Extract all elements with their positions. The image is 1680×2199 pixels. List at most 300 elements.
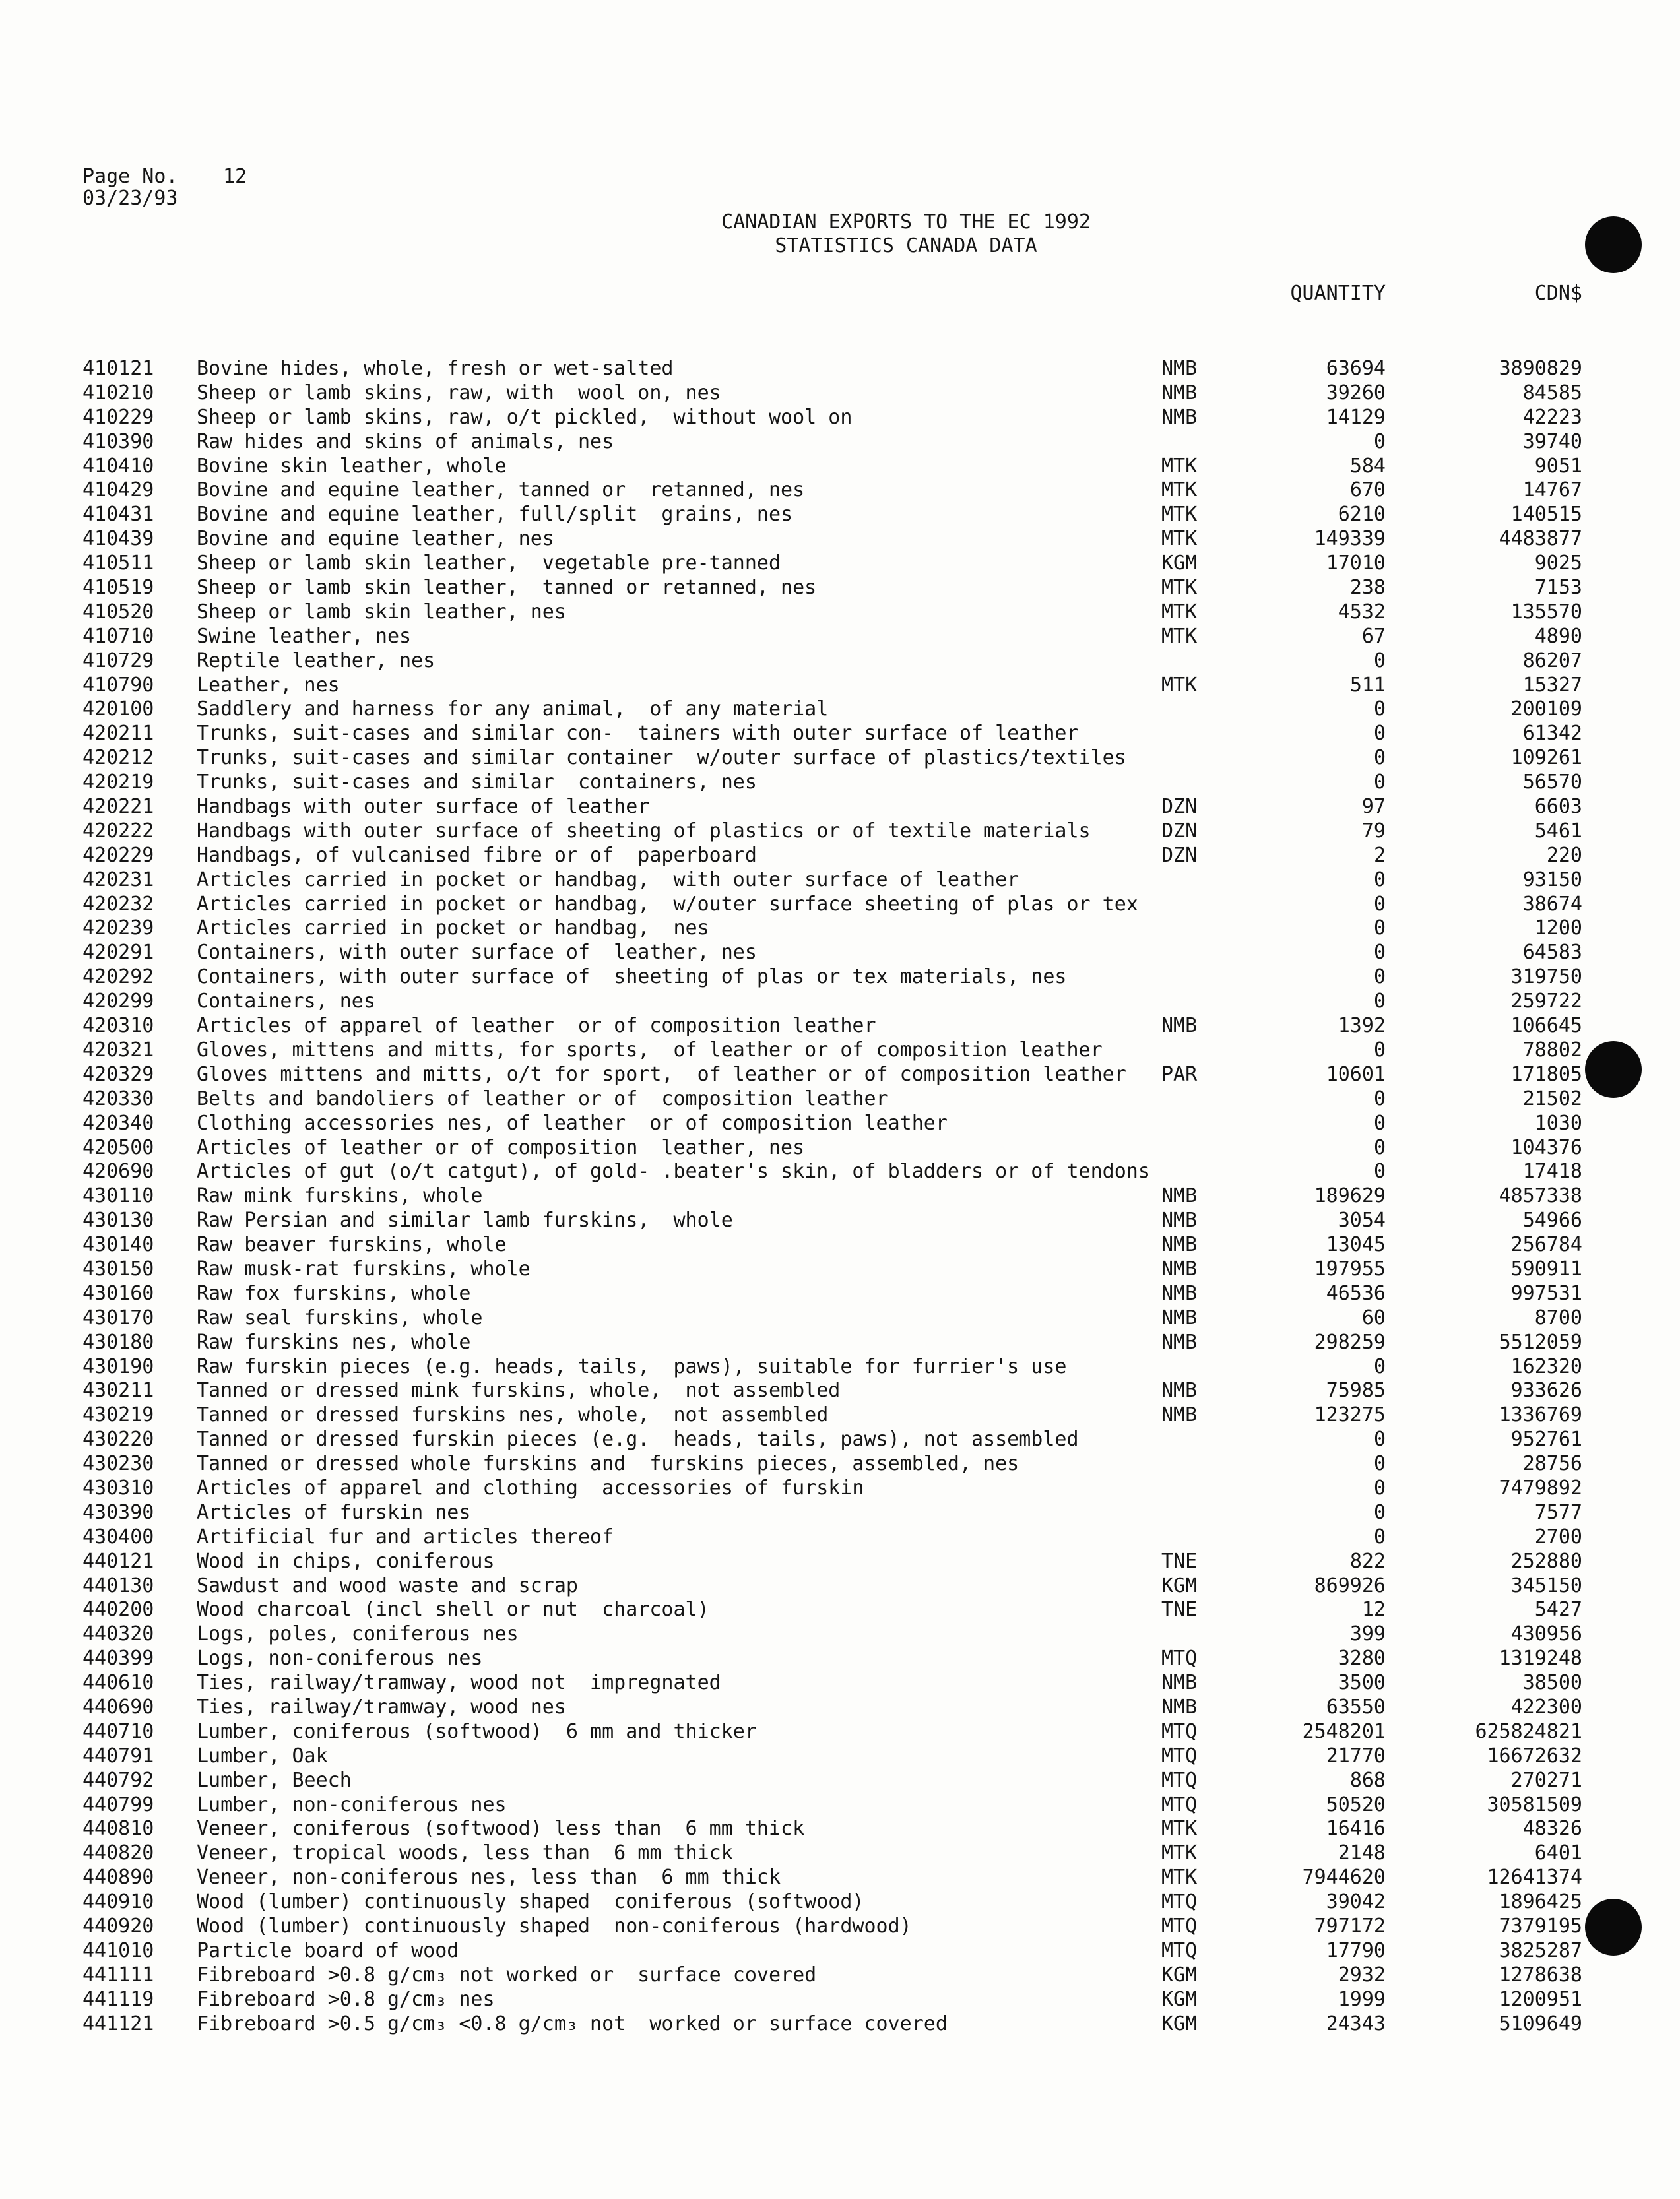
unit-of-measure: MTQ	[1161, 1938, 1198, 1962]
cdn-value: 430956	[1510, 1622, 1582, 1646]
commodity-description: Ties, railway/tramway, wood not impregnated	[197, 1671, 721, 1695]
unit-of-measure: KGM	[1161, 1574, 1198, 1597]
cdn-value: 5512059	[1499, 1330, 1582, 1354]
quantity-value: 16416	[1326, 1817, 1386, 1841]
quantity-value: 0	[1373, 746, 1386, 770]
quantity-value: 123275	[1314, 1403, 1386, 1427]
table-row	[0, 1769, 1680, 1793]
unit-of-measure: NMB	[1161, 1330, 1198, 1354]
cdn-value: 4857338	[1499, 1184, 1582, 1208]
commodity-code: 430219	[82, 1403, 154, 1427]
table-row	[0, 1622, 1680, 1647]
table-row	[0, 1282, 1680, 1306]
unit-of-measure: MTK	[1161, 503, 1198, 526]
quantity-value: 584	[1349, 454, 1386, 478]
commodity-description: Lumber, coniferous (softwood) 6 mm and thicker	[197, 1719, 757, 1743]
commodity-code: 440121	[82, 1549, 154, 1573]
quantity-value: 238	[1349, 576, 1386, 600]
table-row	[0, 1379, 1680, 1403]
commodity-code: 430150	[82, 1257, 154, 1281]
commodity-description: Fibreboard >0.8 g/cm₃ not worked or surface covered	[197, 1963, 817, 1987]
table-row	[0, 1696, 1680, 1720]
cdn-value: 952761	[1510, 1428, 1582, 1451]
cdn-value: 61342	[1522, 722, 1582, 746]
page-number: 12	[223, 165, 247, 188]
cdn-value: 12641374	[1487, 1866, 1582, 1890]
quantity-value: 0	[1373, 1525, 1386, 1548]
commodity-code: 420340	[82, 1111, 154, 1135]
commodity-description: Particle board of wood	[197, 1938, 459, 1962]
commodity-description: Articles of apparel of leather or of composition leather	[197, 1014, 876, 1038]
commodity-description: Fibreboard >0.8 g/cm₃ nes	[197, 1987, 495, 2011]
commodity-code: 410121	[82, 357, 154, 380]
cdn-value: 16672632	[1487, 1744, 1582, 1768]
cdn-value: 7577	[1534, 1500, 1582, 1524]
quantity-value: 868	[1349, 1768, 1386, 1792]
table-row	[0, 503, 1680, 527]
quantity-value: 0	[1373, 1500, 1386, 1524]
table-row	[0, 478, 1680, 503]
quantity-value: 0	[1373, 1135, 1386, 1159]
cdn-value: 252880	[1510, 1549, 1582, 1573]
table-row	[0, 1525, 1680, 1550]
commodity-description: Articles of apparel and clothing accessories of furskin	[197, 1476, 864, 1500]
quantity-value: 75985	[1326, 1379, 1386, 1403]
unit-of-measure: TNE	[1161, 1598, 1198, 1622]
commodity-code: 440910	[82, 1890, 154, 1914]
commodity-description: Lumber, Beech	[197, 1768, 352, 1792]
table-row	[0, 1988, 1680, 2012]
commodity-description: Articles of furskin nes	[197, 1500, 471, 1524]
unit-of-measure: NMB	[1161, 1014, 1198, 1038]
cdn-value: 200109	[1510, 697, 1582, 721]
unit-of-measure: MTK	[1161, 624, 1198, 648]
table-row	[0, 1331, 1680, 1355]
table-row	[0, 1963, 1680, 1988]
cdn-value: 7479892	[1499, 1476, 1582, 1500]
cdn-value: 3825287	[1499, 1938, 1582, 1962]
cdn-value: 162320	[1510, 1354, 1582, 1378]
table-row	[0, 893, 1680, 917]
commodity-description: Veneer, coniferous (softwood) less than 6 mm thick	[197, 1817, 805, 1841]
cdn-value: 104376	[1510, 1135, 1582, 1159]
cdn-value: 135570	[1510, 600, 1582, 623]
commodity-code: 441010	[82, 1938, 154, 1962]
table-row	[0, 1793, 1680, 1818]
cdn-value: 48326	[1522, 1817, 1582, 1841]
cdn-value: 93150	[1522, 868, 1582, 891]
commodity-code: 420292	[82, 965, 154, 989]
commodity-code: 430140	[82, 1233, 154, 1257]
cdn-value: 7153	[1534, 576, 1582, 600]
quantity-value: 50520	[1326, 1793, 1386, 1816]
unit-of-measure: MTQ	[1161, 1793, 1198, 1816]
commodity-code: 440791	[82, 1744, 154, 1768]
quantity-value: 1392	[1338, 1014, 1386, 1038]
cdn-value: 28756	[1522, 1452, 1582, 1476]
commodity-description: Ties, railway/tramway, wood nes	[197, 1695, 566, 1719]
table-row	[0, 1939, 1680, 1963]
commodity-code: 441121	[82, 2012, 154, 2035]
commodity-code: 420310	[82, 1014, 154, 1038]
commodity-description: Tanned or dressed whole furskins and furskins pieces, assembled, nes	[197, 1452, 1019, 1476]
quantity-value: 0	[1373, 722, 1386, 746]
cdn-value: 933626	[1510, 1379, 1582, 1403]
commodity-description: Wood charcoal (incl shell or nut charcoal)	[197, 1598, 709, 1622]
cdn-value: 5461	[1534, 819, 1582, 843]
cdn-value: 17418	[1522, 1160, 1582, 1184]
unit-of-measure: MTQ	[1161, 1890, 1198, 1914]
commodity-description: Reptile leather, nes	[197, 649, 436, 672]
quantity-value: 3500	[1338, 1671, 1386, 1695]
quantity-value: 63550	[1326, 1695, 1386, 1719]
commodity-description: Veneer, non-coniferous nes, less than 6 mm thick	[197, 1866, 781, 1890]
commodity-code: 420291	[82, 941, 154, 965]
unit-of-measure: KGM	[1161, 1963, 1198, 1987]
commodity-code: 420219	[82, 771, 154, 794]
quantity-value: 3054	[1338, 1209, 1386, 1232]
unit-of-measure: NMB	[1161, 357, 1198, 380]
commodity-code: 430310	[82, 1476, 154, 1500]
commodity-code: 430180	[82, 1330, 154, 1354]
table-row	[0, 1355, 1680, 1380]
quantity-value: 10601	[1326, 1062, 1386, 1086]
commodity-description: Sawdust and wood waste and scrap	[197, 1574, 578, 1597]
table-row	[0, 722, 1680, 746]
quantity-value: 67	[1361, 624, 1386, 648]
cdn-value: 84585	[1522, 381, 1582, 404]
cdn-value: 38674	[1522, 892, 1582, 916]
commodity-description: Veneer, tropical woods, less than 6 mm thick	[197, 1841, 733, 1865]
commodity-description: Gloves mittens and mitts, o/t for sport, of leather or of composition leather	[197, 1062, 1126, 1086]
table-row	[0, 1647, 1680, 1671]
table-row	[0, 649, 1680, 674]
table-row	[0, 357, 1680, 381]
quantity-value: 0	[1373, 892, 1386, 916]
quantity-value: 97	[1361, 795, 1386, 819]
commodity-code: 410429	[82, 478, 154, 502]
commodity-code: 420239	[82, 916, 154, 940]
table-row	[0, 1233, 1680, 1258]
commodity-description: Saddlery and harness for any animal, of any material	[197, 697, 829, 721]
unit-of-measure: DZN	[1161, 795, 1198, 819]
quantity-value: 189629	[1314, 1184, 1386, 1208]
commodity-code: 430190	[82, 1354, 154, 1378]
quantity-value: 3280	[1338, 1647, 1386, 1671]
commodity-description: Bovine hides, whole, fresh or wet-salted	[197, 357, 674, 380]
cdn-value: 39740	[1522, 430, 1582, 453]
commodity-description: Fibreboard >0.5 g/cm₃ <0.8 g/cm₃ not worked or surface covered	[197, 2012, 948, 2035]
cdn-value: 21502	[1522, 1087, 1582, 1110]
unit-of-measure: MTK	[1161, 1817, 1198, 1841]
commodity-code: 430110	[82, 1184, 154, 1208]
export-table	[0, 357, 1680, 2036]
table-row	[0, 1428, 1680, 1452]
commodity-code: 410710	[82, 624, 154, 648]
quantity-value: 0	[1373, 1111, 1386, 1135]
table-row	[0, 941, 1680, 965]
cdn-value: 4483877	[1499, 527, 1582, 551]
commodity-code: 410390	[82, 430, 154, 453]
cdn-value: 109261	[1510, 746, 1582, 770]
quantity-value: 60	[1361, 1306, 1386, 1329]
quantity-value: 13045	[1326, 1233, 1386, 1257]
quantity-value: 0	[1373, 1087, 1386, 1110]
table-row	[0, 795, 1680, 819]
table-row	[0, 1477, 1680, 1501]
quantity-value: 0	[1373, 916, 1386, 940]
quantity-value: 0	[1373, 1038, 1386, 1062]
commodity-description: Bovine and equine leather, tanned or retanned, nes	[197, 478, 805, 502]
commodity-description: Handbags with outer surface of leather	[197, 795, 650, 819]
quantity-value: 399	[1349, 1622, 1386, 1646]
unit-of-measure: NMB	[1161, 1209, 1198, 1232]
commodity-description: Containers, nes	[197, 990, 375, 1013]
cdn-value: 1278638	[1499, 1963, 1582, 1987]
cdn-value: 4890	[1534, 624, 1582, 648]
commodity-description: Swine leather, nes	[197, 624, 412, 648]
quantity-value: 511	[1349, 673, 1386, 697]
commodity-description: Containers, with outer surface of leather, nes	[197, 941, 757, 965]
commodity-code: 420330	[82, 1087, 154, 1110]
commodity-description: Raw fox furskins, whole	[197, 1281, 471, 1305]
cdn-value: 256784	[1510, 1233, 1582, 1257]
commodity-code: 410410	[82, 454, 154, 478]
commodity-description: Raw beaver furskins, whole	[197, 1233, 507, 1257]
unit-of-measure: NMB	[1161, 1184, 1198, 1208]
column-header-cdn: CDN$	[1534, 282, 1582, 305]
table-row	[0, 1014, 1680, 1038]
unit-of-measure: MTQ	[1161, 1768, 1198, 1792]
commodity-description: Sheep or lamb skins, raw, o/t pickled, without wool on	[197, 405, 853, 429]
commodity-description: Tanned or dressed furskins nes, whole, not assembled	[197, 1403, 829, 1427]
cdn-value: 319750	[1510, 965, 1582, 989]
commodity-description: Gloves, mittens and mitts, for sports, of leather or of composition leather	[197, 1038, 1103, 1062]
cdn-value: 220	[1546, 843, 1582, 867]
commodity-description: Raw furskins nes, whole	[197, 1330, 471, 1354]
table-row	[0, 1112, 1680, 1136]
quantity-value: 17010	[1326, 552, 1386, 575]
unit-of-measure: NMB	[1161, 1306, 1198, 1329]
quantity-value: 869926	[1314, 1574, 1386, 1597]
table-row	[0, 625, 1680, 649]
cdn-value: 9025	[1534, 552, 1582, 575]
commodity-code: 440820	[82, 1841, 154, 1865]
cdn-value: 7379195	[1499, 1915, 1582, 1938]
commodity-description: Trunks, suit-cases and similar con- tainers with outer surface of leather	[197, 722, 1079, 746]
cdn-value: 1030	[1534, 1111, 1582, 1135]
cdn-value: 140515	[1510, 503, 1582, 526]
table-row	[0, 771, 1680, 795]
table-row	[0, 1598, 1680, 1622]
commodity-code: 440130	[82, 1574, 154, 1597]
table-row	[0, 1063, 1680, 1087]
cdn-value: 270271	[1510, 1768, 1582, 1792]
commodity-code: 430170	[82, 1306, 154, 1329]
table-row	[0, 1038, 1680, 1063]
quantity-value: 797172	[1314, 1915, 1386, 1938]
table-row	[0, 552, 1680, 576]
commodity-code: 410520	[82, 600, 154, 623]
table-row	[0, 1574, 1680, 1599]
table-row	[0, 1258, 1680, 1282]
unit-of-measure: MTK	[1161, 454, 1198, 478]
commodity-description: Articles carried in pocket or handbag, w/outer surface sheeting of plas or tex	[197, 892, 1138, 916]
table-row	[0, 455, 1680, 479]
commodity-code: 410511	[82, 552, 154, 575]
commodity-description: Articles carried in pocket or handbag, nes	[197, 916, 709, 940]
commodity-code: 410229	[82, 405, 154, 429]
cdn-value: 1896425	[1499, 1890, 1582, 1914]
commodity-code: 420100	[82, 697, 154, 721]
commodity-description: Handbags, of vulcanised fibre or of paperboard	[197, 843, 757, 867]
commodity-description: Trunks, suit-cases and similar container w/outer surface of plastics/textiles	[197, 746, 1126, 770]
quantity-value: 14129	[1326, 405, 1386, 429]
commodity-description: Belts and bandoliers of leather or of composition leather	[197, 1087, 888, 1110]
table-row	[0, 1890, 1680, 1915]
table-row	[0, 1841, 1680, 1866]
unit-of-measure: MTK	[1161, 576, 1198, 600]
commodity-description: Sheep or lamb skin leather, vegetable pre-tanned	[197, 552, 781, 575]
commodity-description: Lumber, non-coniferous nes	[197, 1793, 507, 1816]
commodity-description: Raw Persian and similar lamb furskins, whole	[197, 1209, 733, 1232]
unit-of-measure: KGM	[1161, 2012, 1198, 2035]
table-row	[0, 1720, 1680, 1744]
table-row	[0, 1087, 1680, 1112]
cdn-value: 64583	[1522, 941, 1582, 965]
commodity-code: 420321	[82, 1038, 154, 1062]
commodity-code: 440890	[82, 1866, 154, 1890]
table-row	[0, 1209, 1680, 1233]
cdn-value: 14767	[1522, 478, 1582, 502]
commodity-description: Raw musk-rat furskins, whole	[197, 1257, 531, 1281]
cdn-value: 3890829	[1499, 357, 1582, 380]
quantity-value: 670	[1349, 478, 1386, 502]
commodity-description: Logs, poles, coniferous nes	[197, 1622, 519, 1646]
report-date: 03/23/93	[82, 187, 178, 210]
commodity-code: 410210	[82, 381, 154, 404]
commodity-code: 410519	[82, 576, 154, 600]
commodity-code: 430130	[82, 1209, 154, 1232]
unit-of-measure: PAR	[1161, 1062, 1198, 1086]
table-row	[0, 1744, 1680, 1769]
quantity-value: 0	[1373, 941, 1386, 965]
commodity-description: Sheep or lamb skin leather, tanned or retanned, nes	[197, 576, 817, 600]
unit-of-measure: MTK	[1161, 527, 1198, 551]
unit-of-measure: DZN	[1161, 819, 1198, 843]
quantity-value: 4532	[1338, 600, 1386, 623]
quantity-value: 0	[1373, 990, 1386, 1013]
quantity-value: 0	[1373, 1354, 1386, 1378]
commodity-description: Raw mink furskins, whole	[197, 1184, 483, 1208]
quantity-value: 39042	[1326, 1890, 1386, 1914]
commodity-code: 420329	[82, 1062, 154, 1086]
quantity-value: 149339	[1314, 527, 1386, 551]
commodity-code: 410790	[82, 673, 154, 697]
quantity-value: 0	[1373, 1476, 1386, 1500]
commodity-description: Raw furskin pieces (e.g. heads, tails, paws), suitable for furrier's use	[197, 1354, 1067, 1378]
table-row	[0, 1184, 1680, 1209]
commodity-description: Clothing accessories nes, of leather or of composition leather	[197, 1111, 948, 1135]
commodity-description: Lumber, Oak	[197, 1744, 328, 1768]
commodity-description: Sheep or lamb skins, raw, with wool on, nes	[197, 381, 721, 404]
commodity-code: 430230	[82, 1452, 154, 1476]
cdn-value: 9051	[1534, 454, 1582, 478]
cdn-value: 259722	[1510, 990, 1582, 1013]
quantity-value: 21770	[1326, 1744, 1386, 1768]
cdn-value: 422300	[1510, 1695, 1582, 1719]
commodity-description: Logs, non-coniferous nes	[197, 1647, 483, 1671]
table-row	[0, 1136, 1680, 1161]
table-row	[0, 916, 1680, 941]
commodity-description: Tanned or dressed furskin pieces (e.g. heads, tails, paws), not assembled	[197, 1428, 1079, 1451]
commodity-description: Handbags with outer surface of sheeting of plastics or of textile materials	[197, 819, 1091, 843]
table-row	[0, 1915, 1680, 1939]
unit-of-measure: KGM	[1161, 552, 1198, 575]
cdn-value: 625824821	[1475, 1719, 1582, 1743]
punch-hole	[1585, 216, 1642, 273]
unit-of-measure: MTK	[1161, 478, 1198, 502]
quantity-value: 822	[1349, 1549, 1386, 1573]
commodity-description: Containers, with outer surface of sheeting of plas or tex materials, nes	[197, 965, 1067, 989]
cdn-value: 54966	[1522, 1209, 1582, 1232]
commodity-code: 430211	[82, 1379, 154, 1403]
commodity-code: 440710	[82, 1719, 154, 1743]
cdn-value: 1200951	[1499, 1987, 1582, 2011]
quantity-value: 6210	[1338, 503, 1386, 526]
quantity-value: 0	[1373, 430, 1386, 453]
unit-of-measure: MTK	[1161, 1866, 1198, 1890]
commodity-description: Raw seal furskins, whole	[197, 1306, 483, 1329]
commodity-code: 410729	[82, 649, 154, 672]
unit-of-measure: MTQ	[1161, 1915, 1198, 1938]
cdn-value: 8700	[1534, 1306, 1582, 1329]
table-row	[0, 2012, 1680, 2037]
cdn-value: 171805	[1510, 1062, 1582, 1086]
table-row	[0, 600, 1680, 625]
commodity-code: 440920	[82, 1915, 154, 1938]
table-row	[0, 1403, 1680, 1428]
table-row	[0, 381, 1680, 406]
table-row	[0, 990, 1680, 1014]
quantity-value: 0	[1373, 1160, 1386, 1184]
quantity-value: 2548201	[1302, 1719, 1386, 1743]
quantity-value: 2932	[1338, 1963, 1386, 1987]
table-row	[0, 406, 1680, 430]
commodity-code: 420212	[82, 746, 154, 770]
commodity-description: Wood in chips, coniferous	[197, 1549, 495, 1573]
table-row	[0, 674, 1680, 698]
commodity-code: 440810	[82, 1817, 154, 1841]
commodity-code: 420690	[82, 1160, 154, 1184]
quantity-value: 0	[1373, 965, 1386, 989]
quantity-value: 2	[1373, 843, 1386, 867]
unit-of-measure: MTQ	[1161, 1719, 1198, 1743]
cdn-value: 6401	[1534, 1841, 1582, 1865]
table-row	[0, 1501, 1680, 1525]
table-row	[0, 1550, 1680, 1574]
commodity-description: Artificial fur and articles thereof	[197, 1525, 614, 1548]
table-row	[0, 1817, 1680, 1841]
commodity-code: 420231	[82, 868, 154, 891]
commodity-code: 440690	[82, 1695, 154, 1719]
unit-of-measure: MTK	[1161, 600, 1198, 623]
quantity-value: 17790	[1326, 1938, 1386, 1962]
table-row	[0, 1306, 1680, 1331]
column-header-quantity: QUANTITY	[1290, 282, 1386, 305]
quantity-value: 7944620	[1302, 1866, 1386, 1890]
commodity-description: Leather, nes	[197, 673, 340, 697]
